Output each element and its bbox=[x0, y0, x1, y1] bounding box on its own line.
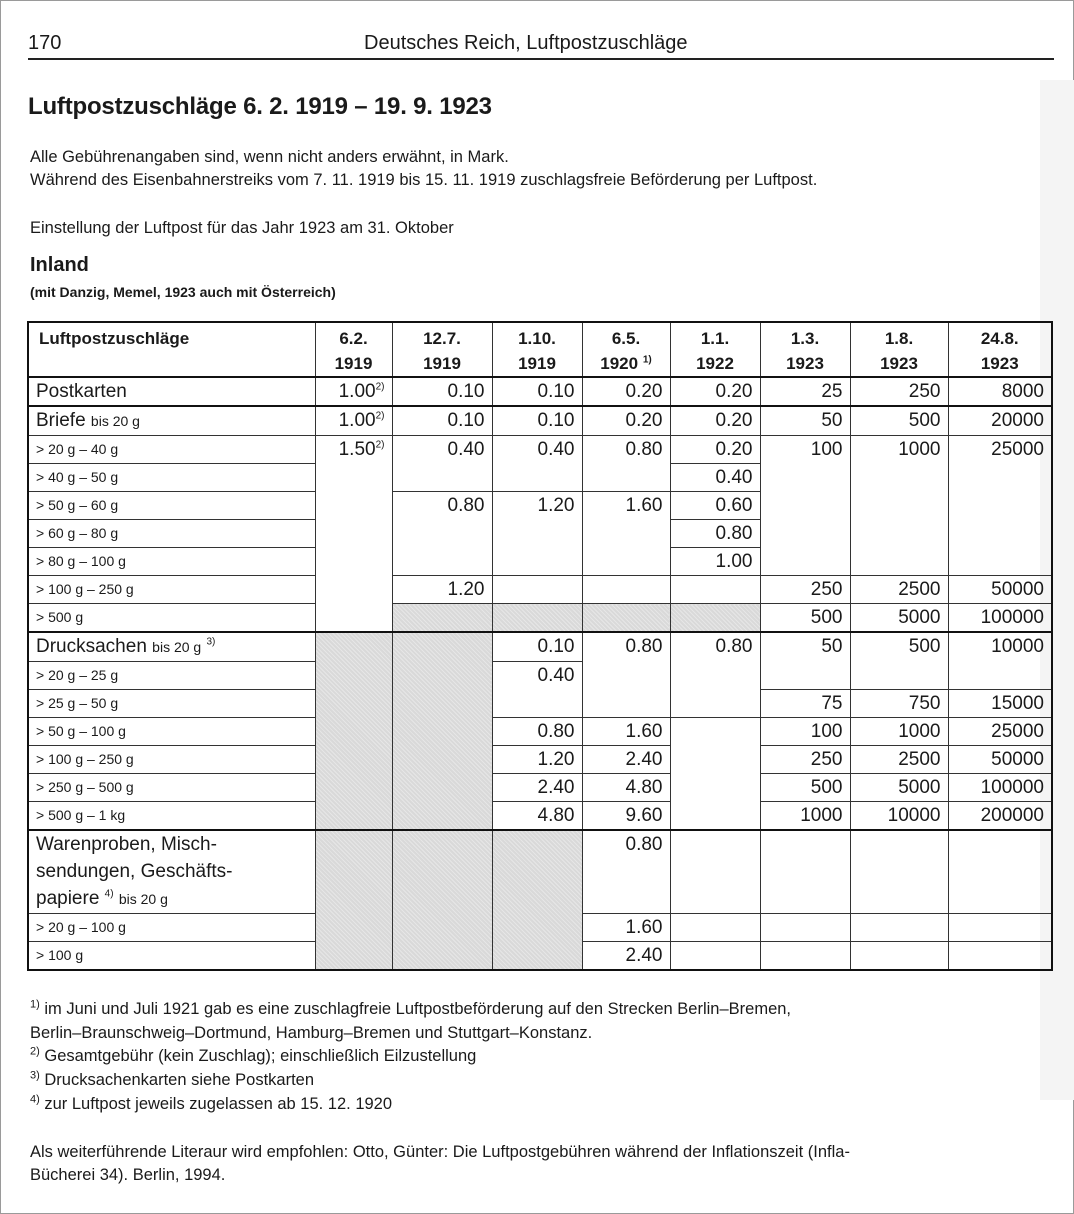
value-cell: 1.00$^{2)}$ bbox=[315, 406, 392, 436]
value-cell: 50000 bbox=[948, 576, 1052, 604]
value-cell bbox=[948, 830, 1052, 914]
table-header-row bbox=[28, 322, 1052, 377]
value-cell bbox=[948, 914, 1052, 942]
value-cell: 0.80 bbox=[670, 520, 760, 548]
value-cell: 750 bbox=[850, 690, 948, 718]
shaded-cell bbox=[315, 830, 392, 970]
row-label: > 500 g bbox=[28, 604, 315, 633]
value-cell: 0.40 bbox=[492, 436, 582, 492]
page-title: Luftpostzuschläge 6. 2. 1919 – 19. 9. 1923 bbox=[28, 93, 492, 120]
value-cell bbox=[670, 576, 760, 604]
value-cell: 0.10 bbox=[392, 406, 492, 436]
value-cell: 500 bbox=[760, 604, 850, 633]
value-cell: 10000 bbox=[850, 802, 948, 831]
value-cell: 0.80 bbox=[392, 492, 492, 576]
value-cell: 0.20 bbox=[670, 406, 760, 436]
shaded-cell bbox=[492, 830, 582, 970]
row-label: Briefe bis 20 g bbox=[28, 406, 315, 436]
table-row bbox=[28, 377, 1052, 406]
value-cell: 1000 bbox=[850, 718, 948, 746]
row-label: > 50 g – 100 g bbox=[28, 718, 315, 746]
shaded-cell bbox=[392, 632, 492, 830]
value-cell: 500 bbox=[760, 774, 850, 802]
value-cell bbox=[670, 942, 760, 971]
footnote-1: $^{1)}$ im Juni und Juli 1921 gab es eine zuschlagfreie Luftpostbeförderung auf den Strecken Berlin–Bremen, bbox=[30, 998, 792, 1018]
value-cell: 0.80 bbox=[582, 436, 670, 492]
value-cell: 8000 bbox=[948, 377, 1052, 406]
row-label: > 80 g – 100 g bbox=[28, 548, 315, 576]
value-cell: 1.60 bbox=[582, 914, 670, 942]
value-cell bbox=[582, 576, 670, 604]
value-cell: 0.80 bbox=[582, 632, 670, 718]
value-cell: 0.10 bbox=[492, 406, 582, 436]
value-cell: 1.60 bbox=[582, 718, 670, 746]
value-cell: 2500 bbox=[850, 746, 948, 774]
table-row bbox=[28, 604, 1052, 633]
value-cell bbox=[850, 830, 948, 914]
running-title: Deutsches Reich, Luftpostzuschläge bbox=[364, 32, 688, 54]
table-row bbox=[28, 576, 1052, 604]
value-cell: 9.60 bbox=[582, 802, 670, 831]
value-cell: 1.20 bbox=[492, 746, 582, 774]
value-cell bbox=[492, 576, 582, 604]
value-cell bbox=[670, 718, 760, 831]
value-cell: 15000 bbox=[948, 690, 1052, 718]
value-cell: 10000 bbox=[948, 632, 1052, 690]
value-cell: 4.80 bbox=[582, 774, 670, 802]
header-date: 6.2. 1919 bbox=[315, 322, 392, 377]
literature-note-continued: Bücherei 34). Berlin, 1994. bbox=[30, 1166, 226, 1184]
header-date: 1.1. 1922 bbox=[670, 322, 760, 377]
value-cell: 2.40 bbox=[492, 774, 582, 802]
shaded-cell bbox=[315, 632, 392, 830]
value-cell bbox=[760, 830, 850, 914]
shaded-cell bbox=[670, 604, 760, 633]
value-cell: 4.80 bbox=[492, 802, 582, 831]
value-cell: 100000 bbox=[948, 774, 1052, 802]
table-row bbox=[28, 802, 1052, 831]
value-cell bbox=[948, 942, 1052, 971]
value-cell: 250 bbox=[760, 576, 850, 604]
row-label: > 500 g – 1 kg bbox=[28, 802, 315, 831]
value-cell: 25 bbox=[760, 377, 850, 406]
footnote-1-continued: Berlin–Braunschweig–Dortmund, Hamburg–Bremen und Stuttgart–Konstanz. bbox=[30, 1024, 593, 1042]
rates-table bbox=[27, 321, 1053, 971]
row-label: Warenproben, Misch- sendungen, Geschäfts- papiere $^{4)}$ bis 20 g bbox=[28, 830, 315, 914]
table-row bbox=[28, 632, 1052, 662]
value-cell: 0.20 bbox=[582, 406, 670, 436]
row-label: Drucksachen bis 20 g $^{3)}$ bbox=[28, 632, 315, 662]
row-label: > 50 g – 60 g bbox=[28, 492, 315, 520]
literature-note: Als weiterführende Literaur wird empfohlen: Otto, Günter: Die Luftpostgebühren während der Inflationszeit (Infla- bbox=[30, 1143, 850, 1161]
footnote-2: $^{2)}$ Gesamtgebühr (kein Zuschlag); einschließlich Eilzustellung bbox=[30, 1045, 477, 1065]
value-cell: 50 bbox=[760, 406, 850, 436]
table-row bbox=[28, 746, 1052, 774]
row-label: > 20 g – 25 g bbox=[28, 662, 315, 690]
value-cell: 1.00 bbox=[670, 548, 760, 576]
header-date: 6.5. 1920 $^{1)}$ bbox=[582, 322, 670, 377]
value-cell: 0.10 bbox=[492, 632, 582, 662]
intro-currency-note: Alle Gebührenangaben sind, wenn nicht anders erwähnt, in Mark. bbox=[30, 148, 509, 166]
value-cell: 5000 bbox=[850, 774, 948, 802]
row-label: > 25 g – 50 g bbox=[28, 690, 315, 718]
value-cell bbox=[670, 830, 760, 914]
value-cell: 0.10 bbox=[492, 377, 582, 406]
section-heading: Inland bbox=[30, 254, 89, 276]
running-header bbox=[28, 30, 1054, 60]
footnote-mark: 1) bbox=[642, 354, 652, 366]
shaded-cell bbox=[392, 830, 492, 970]
value-cell: 0.60 bbox=[670, 492, 760, 520]
table-row bbox=[28, 774, 1052, 802]
value-cell: 0.40 bbox=[392, 436, 492, 492]
value-cell: 0.20 bbox=[670, 436, 760, 464]
value-cell bbox=[760, 914, 850, 942]
shaded-cell bbox=[392, 604, 492, 633]
value-cell bbox=[670, 914, 760, 942]
value-cell: 2500 bbox=[850, 576, 948, 604]
value-cell: 0.40 bbox=[492, 662, 582, 718]
table-row bbox=[28, 406, 1052, 436]
value-cell: 0.80 bbox=[670, 632, 760, 718]
intro-strike-note: Während des Eisenbahnerstreiks vom 7. 11. 1919 bis 15. 11. 1919 zuschlagsfreie Beförderung per Luftpost. bbox=[30, 171, 818, 189]
value-cell: 100 bbox=[760, 718, 850, 746]
intro-suspension-note: Einstellung der Luftpost für das Jahr 1923 am 31. Oktober bbox=[30, 219, 454, 237]
footnote-4: $^{4)}$ zur Luftpost jeweils zugelassen ab 15. 12. 1920 bbox=[30, 1093, 393, 1113]
value-cell: 5000 bbox=[850, 604, 948, 633]
table-row bbox=[28, 830, 1052, 914]
row-label: > 100 g – 250 g bbox=[28, 576, 315, 604]
footnote-3: $^{3)}$ Drucksachenkarten siehe Postkarten bbox=[30, 1069, 315, 1089]
row-label: > 60 g – 80 g bbox=[28, 520, 315, 548]
table-row bbox=[28, 718, 1052, 746]
value-cell: 1.60 bbox=[582, 492, 670, 576]
value-cell: 250 bbox=[850, 377, 948, 406]
value-cell: 2.40 bbox=[582, 942, 670, 971]
value-cell: 100 bbox=[760, 436, 850, 576]
value-cell: 2.40 bbox=[582, 746, 670, 774]
value-cell: 25000 bbox=[948, 718, 1052, 746]
page-number: 170 bbox=[28, 32, 62, 54]
row-label: > 20 g – 100 g bbox=[28, 914, 315, 942]
row-label: > 20 g – 40 g bbox=[28, 436, 315, 464]
value-cell: 500 bbox=[850, 632, 948, 690]
value-cell bbox=[850, 914, 948, 942]
value-cell: 1.20 bbox=[492, 492, 582, 576]
value-cell: 0.80 bbox=[492, 718, 582, 746]
section-subheading: (mit Danzig, Memel, 1923 auch mit Österreich) bbox=[30, 284, 336, 300]
shaded-cell bbox=[492, 604, 582, 633]
value-cell: 20000 bbox=[948, 406, 1052, 436]
row-label: > 100 g – 250 g bbox=[28, 746, 315, 774]
row-label: > 40 g – 50 g bbox=[28, 464, 315, 492]
value-cell: 1000 bbox=[760, 802, 850, 831]
value-cell: 1.20 bbox=[392, 576, 492, 604]
value-cell: 0.10 bbox=[392, 377, 492, 406]
value-cell: 1.50$^{2)}$ bbox=[315, 436, 392, 633]
header-corner: Luftpostzuschläge bbox=[28, 322, 315, 377]
value-cell: 200000 bbox=[948, 802, 1052, 831]
value-cell bbox=[850, 942, 948, 971]
value-cell: 0.80 bbox=[582, 830, 670, 914]
header-date: 24.8. 1923 bbox=[948, 322, 1052, 377]
value-cell: 1.00$^{2)}$ bbox=[315, 377, 392, 406]
header-date: 1.8. 1923 bbox=[850, 322, 948, 377]
row-label: Postkarten bbox=[28, 377, 315, 406]
header-date: 1.3. 1923 bbox=[760, 322, 850, 377]
row-label: > 250 g – 500 g bbox=[28, 774, 315, 802]
header-date: 1.10. 1919 bbox=[492, 322, 582, 377]
value-cell: 75 bbox=[760, 690, 850, 718]
value-cell: 0.40 bbox=[670, 464, 760, 492]
value-cell: 500 bbox=[850, 406, 948, 436]
row-label: > 100 g bbox=[28, 942, 315, 971]
value-cell: 0.20 bbox=[582, 377, 670, 406]
value-cell: 50 bbox=[760, 632, 850, 690]
value-cell: 0.20 bbox=[670, 377, 760, 406]
value-cell: 100000 bbox=[948, 604, 1052, 633]
value-cell bbox=[760, 942, 850, 971]
value-cell: 25000 bbox=[948, 436, 1052, 576]
table-row bbox=[28, 436, 1052, 464]
value-cell: 250 bbox=[760, 746, 850, 774]
value-cell: 50000 bbox=[948, 746, 1052, 774]
shaded-cell bbox=[582, 604, 670, 633]
value-cell: 1000 bbox=[850, 436, 948, 576]
header-date: 12.7. 1919 bbox=[392, 322, 492, 377]
